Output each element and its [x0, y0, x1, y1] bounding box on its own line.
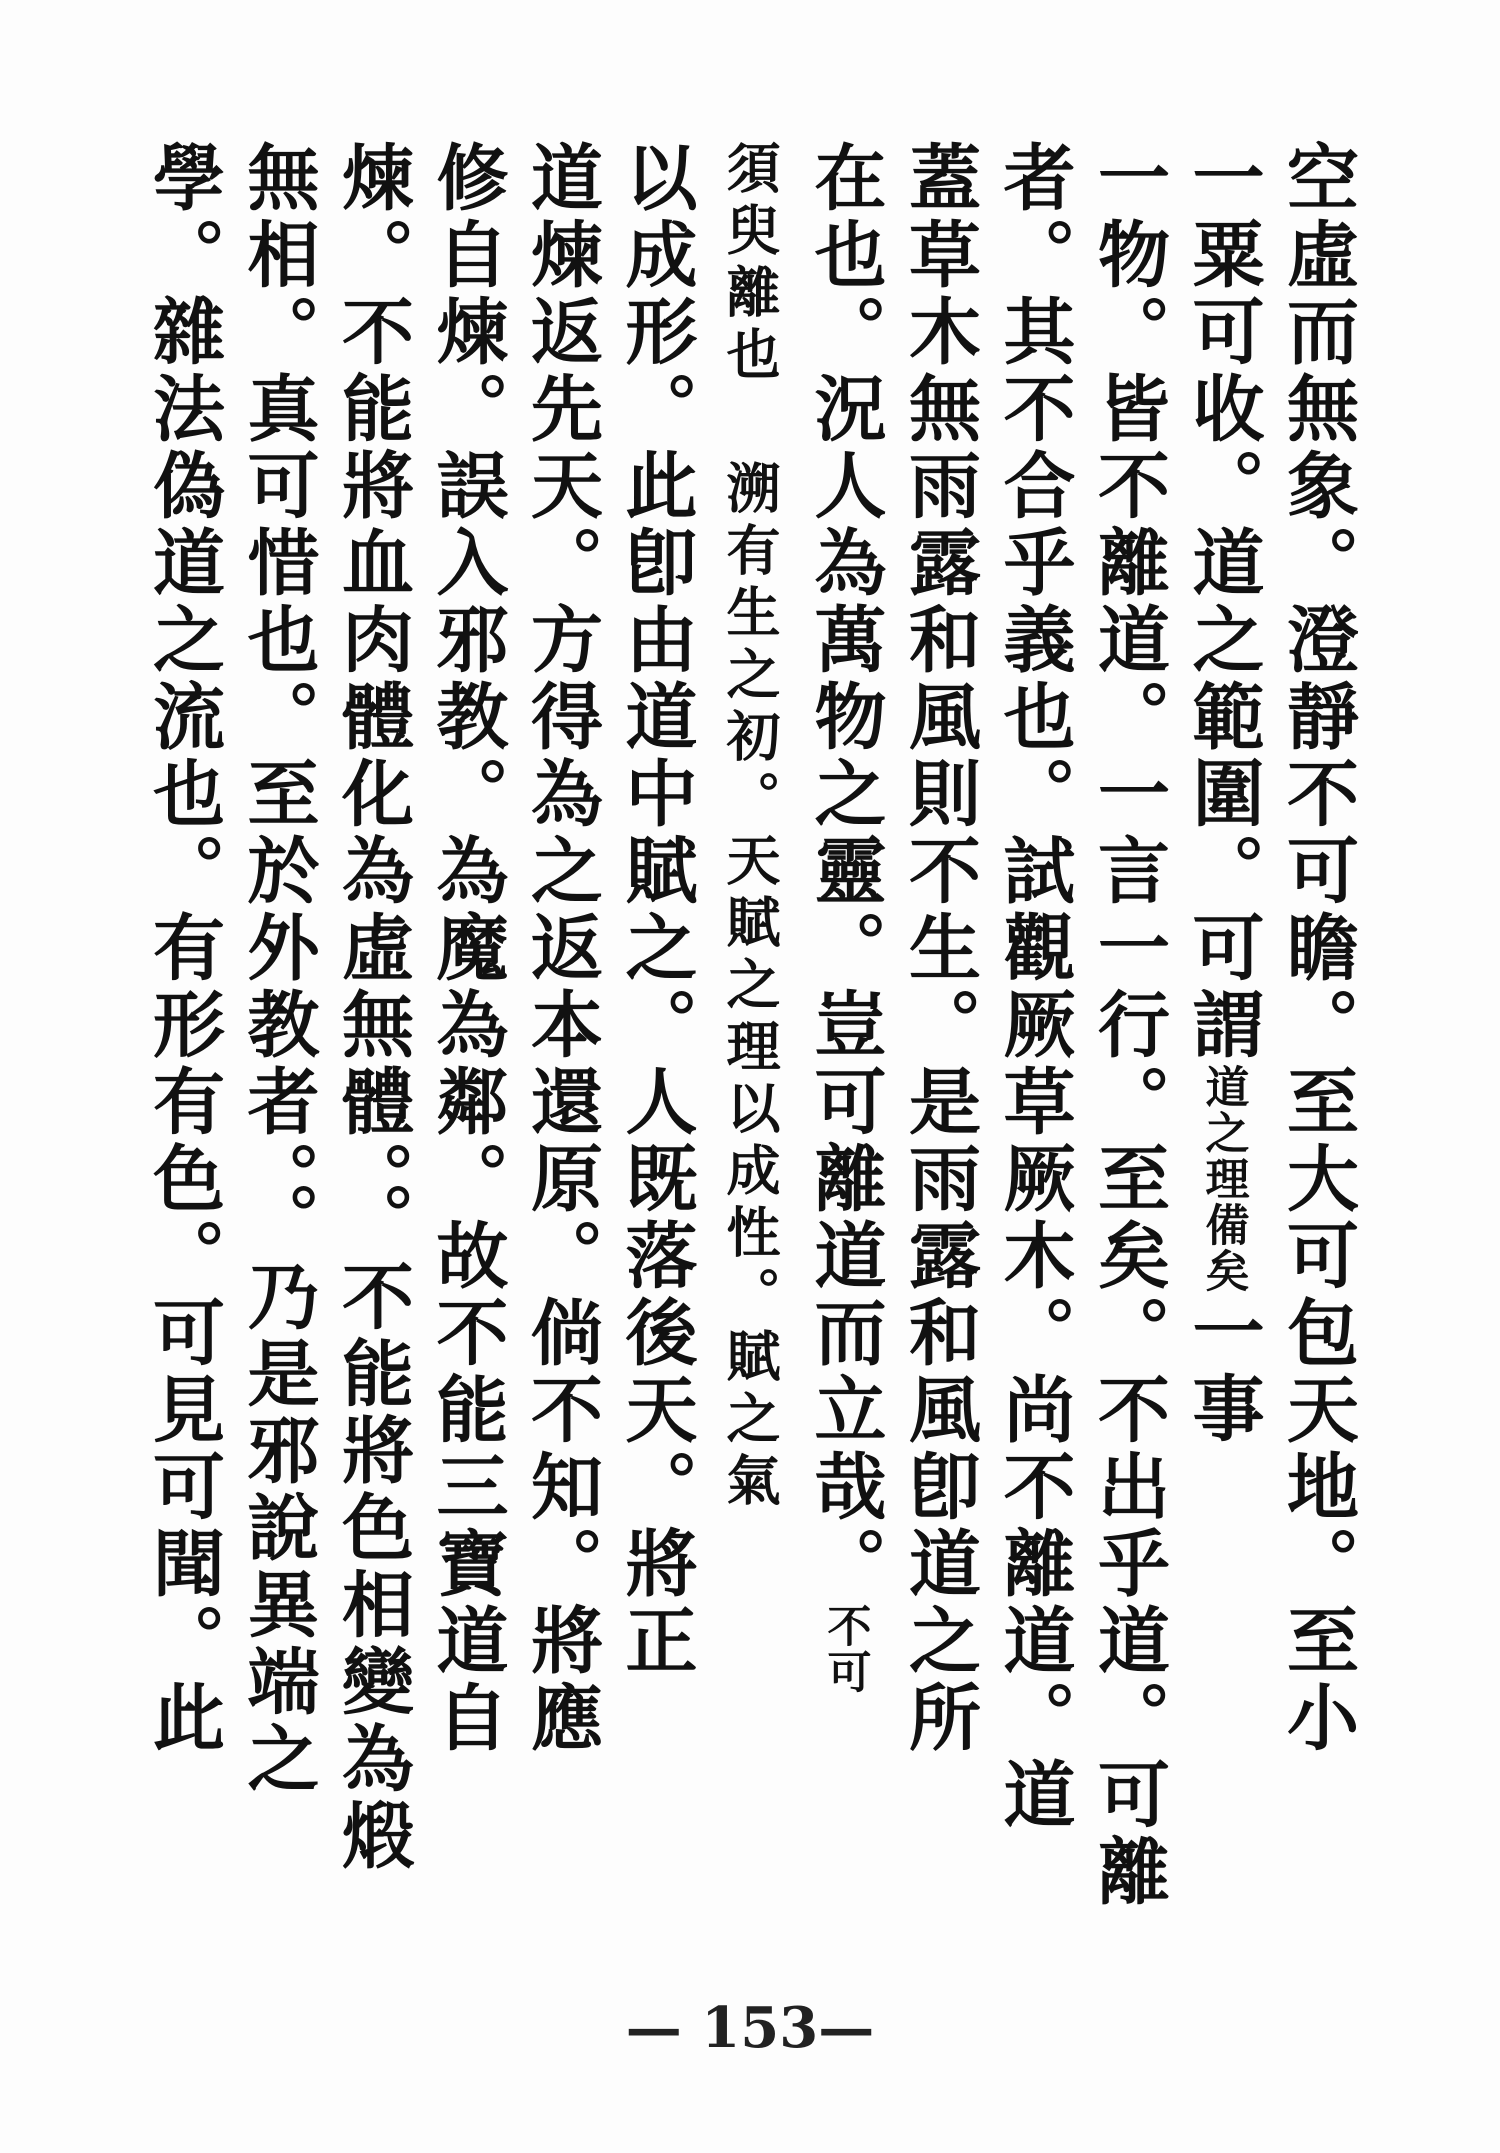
column-text: 者。其不合乎義也。試觀厥草厥木。尚不離道。道 — [991, 140, 1077, 1834]
column-text: 一粟可收。道之範圍。可謂 — [1180, 140, 1266, 1064]
column-text: 空虛而無象。澄靜不可瞻。至大可包天地。至小 — [1275, 140, 1360, 1757]
text-column-8 — [613, 140, 699, 1970]
interlinear-note: 道之理備矣 — [1197, 1064, 1249, 1294]
text-column-2 — [1180, 140, 1266, 1970]
text-column-3 — [1085, 140, 1171, 1970]
text-column-13 — [140, 140, 226, 1970]
interlinear-note: 不可 — [819, 1603, 871, 1695]
column-text: 在也。況人為萬物之靈。豈可離道而立哉。 — [802, 140, 888, 1603]
column-text: 學。雜法偽道之流也。有形有色。可見可聞。此 — [141, 140, 226, 1757]
text-column-1 — [1274, 140, 1360, 1970]
column-text: 須臾離也 溯有生之初。天賦之理以成性。賦之氣 — [718, 140, 782, 1514]
column-text: 無相。真可惜也。至於外教者。。乃是邪說異端之 — [235, 140, 321, 1798]
text-column-9 — [518, 140, 604, 1970]
text-column-7 — [707, 140, 793, 1970]
column-text: 修自煉。誤入邪教。為魔為鄰。故不能三寶道自 — [424, 140, 510, 1757]
column-text: 一物。皆不離道。一言一行。至矣。不出乎道。可離 — [1086, 140, 1171, 1911]
text-column-11 — [329, 140, 415, 1970]
column-text-continued: 一事 — [1180, 1294, 1266, 1448]
column-text: 蓋草木無雨露和風則不生。是雨露和風卽道之所 — [897, 140, 982, 1757]
text-column-10 — [424, 140, 510, 1970]
text-column-5 — [896, 140, 982, 1970]
text-column-6 — [802, 140, 888, 1970]
text-column-12 — [235, 140, 321, 1970]
column-text: 道煉返先天。方得為之返本還原。倘不知。將應 — [519, 140, 604, 1757]
vertical-text-block — [140, 140, 1360, 1970]
text-column-4 — [991, 140, 1077, 1970]
column-text: 以成形。此卽由道中賦之。人既落後天。將正 — [613, 140, 699, 1680]
page-number: — 153— — [625, 1995, 875, 2061]
column-text: 煉。不能將血肉體化為虛無體。。不能將色相變為煅 — [330, 140, 415, 1875]
